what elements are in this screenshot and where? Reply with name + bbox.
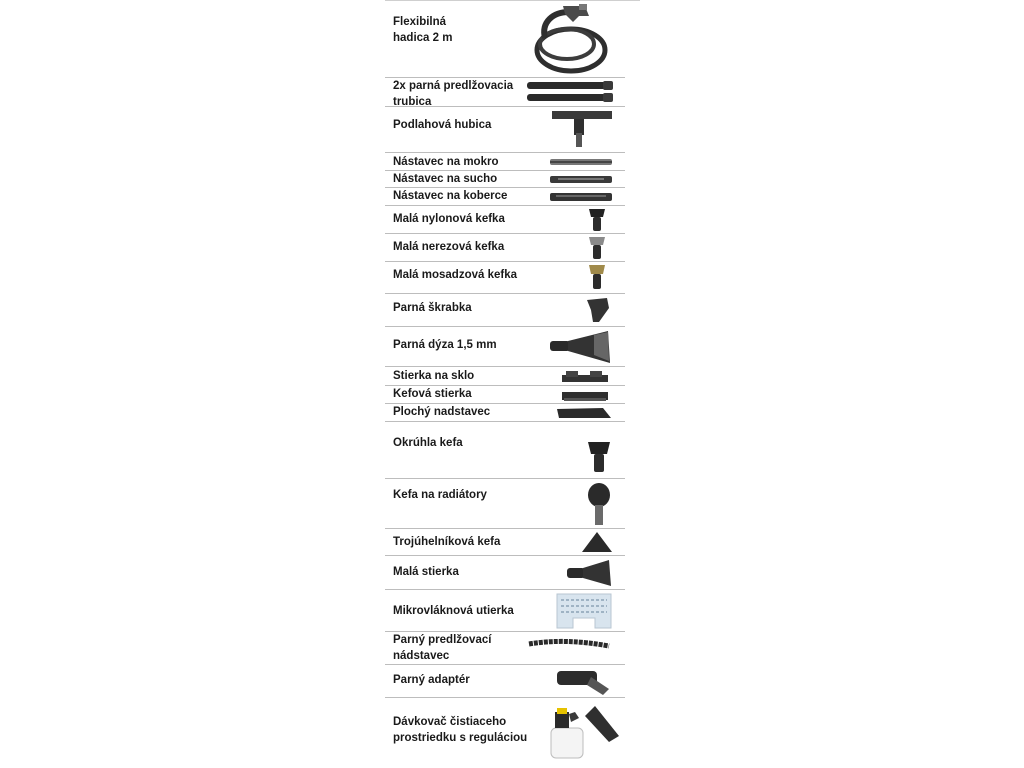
accessory-label: Stierka na sklo bbox=[393, 370, 475, 382]
accessory-row bbox=[385, 234, 625, 262]
accessory-row bbox=[385, 153, 625, 171]
accessory-label: Mikrovláknová utierka bbox=[393, 605, 514, 617]
accessory-row bbox=[385, 422, 625, 479]
dry-attachment-icon bbox=[548, 174, 614, 185]
glass-squeegee-icon bbox=[560, 369, 610, 384]
hose-icon bbox=[523, 2, 613, 76]
nylon-brush-icon bbox=[585, 207, 609, 234]
accessory-row bbox=[385, 556, 625, 590]
accessory-row bbox=[385, 590, 625, 632]
accessory-label: Parný predlžovací nádstavec bbox=[393, 634, 492, 662]
microfiber-cloth-icon bbox=[555, 592, 613, 630]
accessory-label: Nástavec na mokro bbox=[393, 156, 499, 168]
accessory-row bbox=[385, 294, 625, 327]
wet-attachment-icon bbox=[548, 156, 614, 168]
accessory-row bbox=[385, 479, 625, 529]
accessory-label: 2x parná predlžovacia trubica bbox=[393, 80, 514, 108]
accessory-row bbox=[385, 0, 625, 78]
accessory-label: Kefová stierka bbox=[393, 388, 472, 400]
accessory-label: Parná škrabka bbox=[393, 302, 472, 314]
flat-attachment-icon bbox=[555, 406, 615, 420]
accessory-row bbox=[385, 665, 625, 698]
accessory-row bbox=[385, 404, 625, 422]
accessory-row bbox=[385, 171, 625, 188]
small-squeegee-icon bbox=[565, 558, 615, 588]
accessory-label: Malá nylonová kefka bbox=[393, 213, 505, 225]
accessory-row bbox=[385, 632, 625, 665]
accessory-row bbox=[385, 529, 625, 556]
accessory-label: Trojúhelníková kefa bbox=[393, 536, 501, 548]
accessory-label: Malá stierka bbox=[393, 566, 459, 578]
accessory-label: Malá mosadzová kefka bbox=[393, 269, 518, 281]
accessory-label: Okrúhla kefa bbox=[393, 437, 463, 449]
accessory-label: Plochý nadstavec bbox=[393, 406, 491, 418]
accessory-label: Parný adaptér bbox=[393, 674, 470, 686]
accessory-row bbox=[385, 262, 625, 294]
accessory-row bbox=[385, 78, 625, 107]
brass-brush-icon bbox=[585, 263, 609, 293]
accessory-row bbox=[385, 327, 625, 367]
accessory-row bbox=[385, 367, 625, 386]
steel-brush-icon bbox=[585, 235, 609, 262]
accessory-label: Nástavec na sucho bbox=[393, 173, 498, 185]
brush-squeegee-icon bbox=[560, 388, 610, 402]
carpet-attachment-icon bbox=[548, 191, 614, 203]
floor-nozzle-icon bbox=[548, 109, 616, 151]
triangle-brush-icon bbox=[580, 530, 614, 555]
extension-tubes-icon bbox=[523, 80, 618, 106]
accessory-row bbox=[385, 698, 625, 768]
accessory-row bbox=[385, 206, 625, 234]
accessory-row bbox=[385, 107, 625, 153]
accessory-label: Parná dýza 1,5 mm bbox=[393, 339, 497, 351]
accessory-label: Kefa na radiátory bbox=[393, 489, 487, 501]
accessory-label: Malá nerezová kefka bbox=[393, 241, 505, 253]
accessory-row bbox=[385, 188, 625, 206]
steam-adapter-icon bbox=[555, 667, 611, 697]
accessory-label: Nástavec na koberce bbox=[393, 190, 508, 202]
accessory-row bbox=[385, 386, 625, 404]
detergent-dispenser-icon bbox=[545, 702, 621, 760]
steam-extension-icon bbox=[525, 636, 613, 654]
accessories-table bbox=[385, 0, 625, 768]
accessory-label: Dávkovač čistiaceho prostriedku s reguláciou bbox=[393, 716, 528, 744]
steam-scraper-icon bbox=[583, 296, 613, 324]
accessory-label: Podlahová hubica bbox=[393, 119, 492, 131]
round-brush-icon bbox=[585, 438, 613, 476]
accessory-label: Flexibilná hadica 2 m bbox=[393, 16, 453, 44]
steam-nozzle-icon bbox=[548, 329, 616, 365]
radiator-brush-icon bbox=[586, 481, 612, 527]
